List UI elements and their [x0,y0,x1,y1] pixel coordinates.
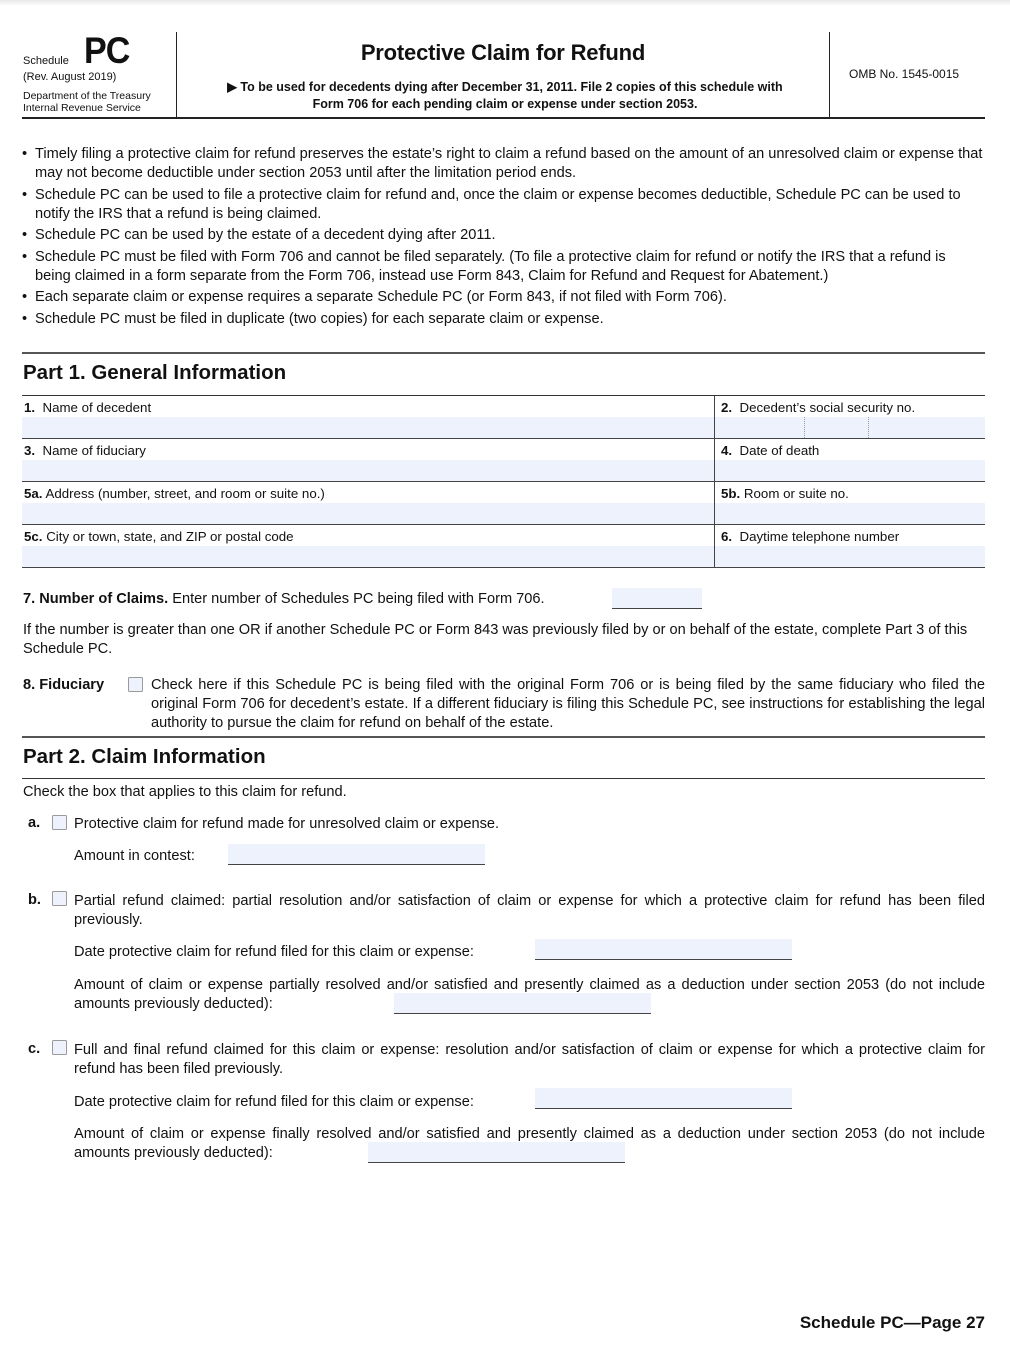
part2-instruction: Check the box that applies to this claim for refund. [23,784,347,800]
suite-input[interactable] [715,503,985,524]
bullet-item: • Each separate claim or expense requires a separate Schedule PC (or Form 843, if not filed with Form 706). [22,288,985,307]
department-line2: Internal Revenue Service [23,101,141,114]
item-a-letter: a. [28,815,41,831]
subtitle-line2: Form 706 for each pending claim or expense under section 2053. [312,97,698,111]
field-label: Daytime telephone number [739,529,900,544]
ssn-separator [804,417,805,438]
item-c-date-label: Date protective claim for refund filed for this claim or expense: [74,1094,474,1110]
field-number: 2. [721,400,733,415]
grid-row [22,439,985,482]
bullet-item: • Schedule PC must be filed with Form 706 and cannot be filed separately. (To file a protective claim for refund or notify the IRS that a refund is being claimed in a form separate from the Form 706, instead use Form 843, Claim for Refund and Request for Abatement.) [22,248,985,286]
claims-note: If the number is greater than one OR if another Schedule PC or Form 843 was previously filed by or on behalf of the estate, complete Part 3 of this Schedule PC. [23,622,968,657]
field-number: 6. [721,529,733,544]
decedent-name-input[interactable] [22,417,714,438]
decedent-name-cell [22,396,715,438]
part1-title: Part 1. General Information [23,361,287,384]
address-input[interactable] [22,503,714,524]
subtitle-line1: ▶ To be used for decedents dying after December 31, 2011. File 2 copies of this schedule with [227,80,783,94]
schedule-word: Schedule [23,55,69,67]
item-b-text: Partial refund claimed: partial resolution and/or satisfaction of claim or expense for which a protective claim for refund has been filed previously. [74,893,985,928]
item-c-date-input[interactable] [535,1088,792,1109]
general-info-grid [22,395,985,568]
item-c-amount-input[interactable] [368,1142,625,1163]
schedule-code: PC [84,30,130,71]
section-divider [22,352,985,354]
fiduciary-label: 8. Fiduciary [23,677,105,693]
city-cell [22,525,715,567]
item-a-amount-label: Amount in contest: [74,848,195,864]
department [23,91,151,114]
department-line1: Department of the Treasury [23,90,151,102]
field-number: 5b. [721,486,741,501]
item-a-text: Protective claim for refund made for unresolved claim or expense. [74,816,500,832]
field-number: 1. [24,400,36,415]
phone-cell [715,525,985,567]
number-of-claims-input[interactable] [612,588,702,609]
bullet-item: • Timely filing a protective claim for refund preserves the estate’s right to claim a refund based on the amount of an unresolved claim or expense that may not become deductible under section 2053 until after the limitation period ends. [22,145,985,183]
field-label: Decedent’s social security no. [739,400,916,415]
amount-in-contest-input[interactable] [228,844,485,865]
item-b-amount-input[interactable] [394,993,651,1014]
item-c-amount-label: Amount of claim or expense finally resolved and/or satisfied and presently claimed as a deduction under section 2053 (do not include amounts previously deducted): [74,1126,985,1161]
omb-block [830,32,985,117]
date-of-death-cell [715,439,985,481]
part2-title: Part 2. Claim Information [23,745,266,768]
page-footer: Schedule PC—Page 27 [799,1313,985,1332]
revision-date: (Rev. August 2019) [23,71,117,83]
omb-number: OMB No. 1545-0015 [849,67,960,81]
fiduciary-checkbox[interactable] [128,677,143,692]
ssn-separator [868,417,869,438]
item-c-text: Full and final refund claimed for this claim or expense: resolution and/or satisfaction of claim or expense for which a protective claim for refund has been filed previously. [74,1042,985,1077]
bullet-item: • Schedule PC can be used to file a protective claim for refund and, once the claim or expense becomes deductible, Schedule PC can be used to notify the IRS that a refund is being claimed. [22,186,985,224]
field-number: 4. [721,443,733,458]
field-label: Address (number, street, and room or suite no.) [45,486,325,501]
grid-row [22,482,985,525]
form-header [22,32,985,119]
page-top-shadow [0,0,1010,6]
grid-row [22,396,985,439]
field-label: City or town, state, and ZIP or postal code [46,529,294,544]
form-title: Protective Claim for Refund [360,40,646,65]
ssn-cell [715,396,985,438]
field-label: Date of death [739,443,820,458]
form-subtitle [185,79,825,113]
item-c-letter: c. [28,1041,41,1057]
item-b-date-input[interactable] [535,939,792,960]
title-block [177,32,830,117]
item-c-checkbox[interactable] [52,1040,67,1055]
suite-cell [715,482,985,524]
item-b-amount-label: Amount of claim or expense partially resolved and/or satisfied and presently claimed as a deduction under section 2053 (do not include amounts previously deducted): [74,977,985,1012]
field-label: Name of decedent [42,400,152,415]
item-b-date-label: Date protective claim for refund filed for this claim or expense: [74,944,474,960]
field-number: 5c. [24,529,43,544]
address-cell [22,482,715,524]
number-of-claims-row [23,590,545,609]
section-divider [22,736,985,738]
form-id-block [22,32,177,117]
item-b-letter: b. [28,892,41,908]
ssn-input[interactable] [715,417,985,438]
section-divider [22,778,985,779]
claims-text: Enter number of Schedules PC being filed with Form 706. [172,591,545,607]
item-a-checkbox[interactable] [52,815,67,830]
bullet-item: • Schedule PC can be used by the estate of a decedent dying after 2011. [22,226,985,245]
grid-row [22,525,985,568]
item-b-checkbox[interactable] [52,891,67,906]
instruction-bullets [22,145,985,331]
field-label: Name of fiduciary [42,443,146,458]
fiduciary-text: Check here if this Schedule PC is being filed with the original Form 706 or is being filed by the same fiduciary who filed the original Form 706 for decedent’s estate. If a different fiduciary is filing this Schedule PC, see instructions for establishing the legal authority to pursue the claim for refund on behalf of the estate. [151,677,985,731]
field-label: Room or suite no. [743,486,849,501]
city-state-zip-input[interactable] [22,546,714,567]
bullet-item: • Schedule PC must be filed in duplicate (two copies) for each separate claim or expense. [22,310,985,329]
date-of-death-input[interactable] [715,460,985,481]
claims-label: 7. Number of Claims. [23,591,169,607]
field-number: 3. [24,443,36,458]
phone-input[interactable] [715,546,985,567]
fiduciary-name-cell [22,439,715,481]
field-number: 5a. [24,486,43,501]
fiduciary-name-input[interactable] [22,460,714,481]
